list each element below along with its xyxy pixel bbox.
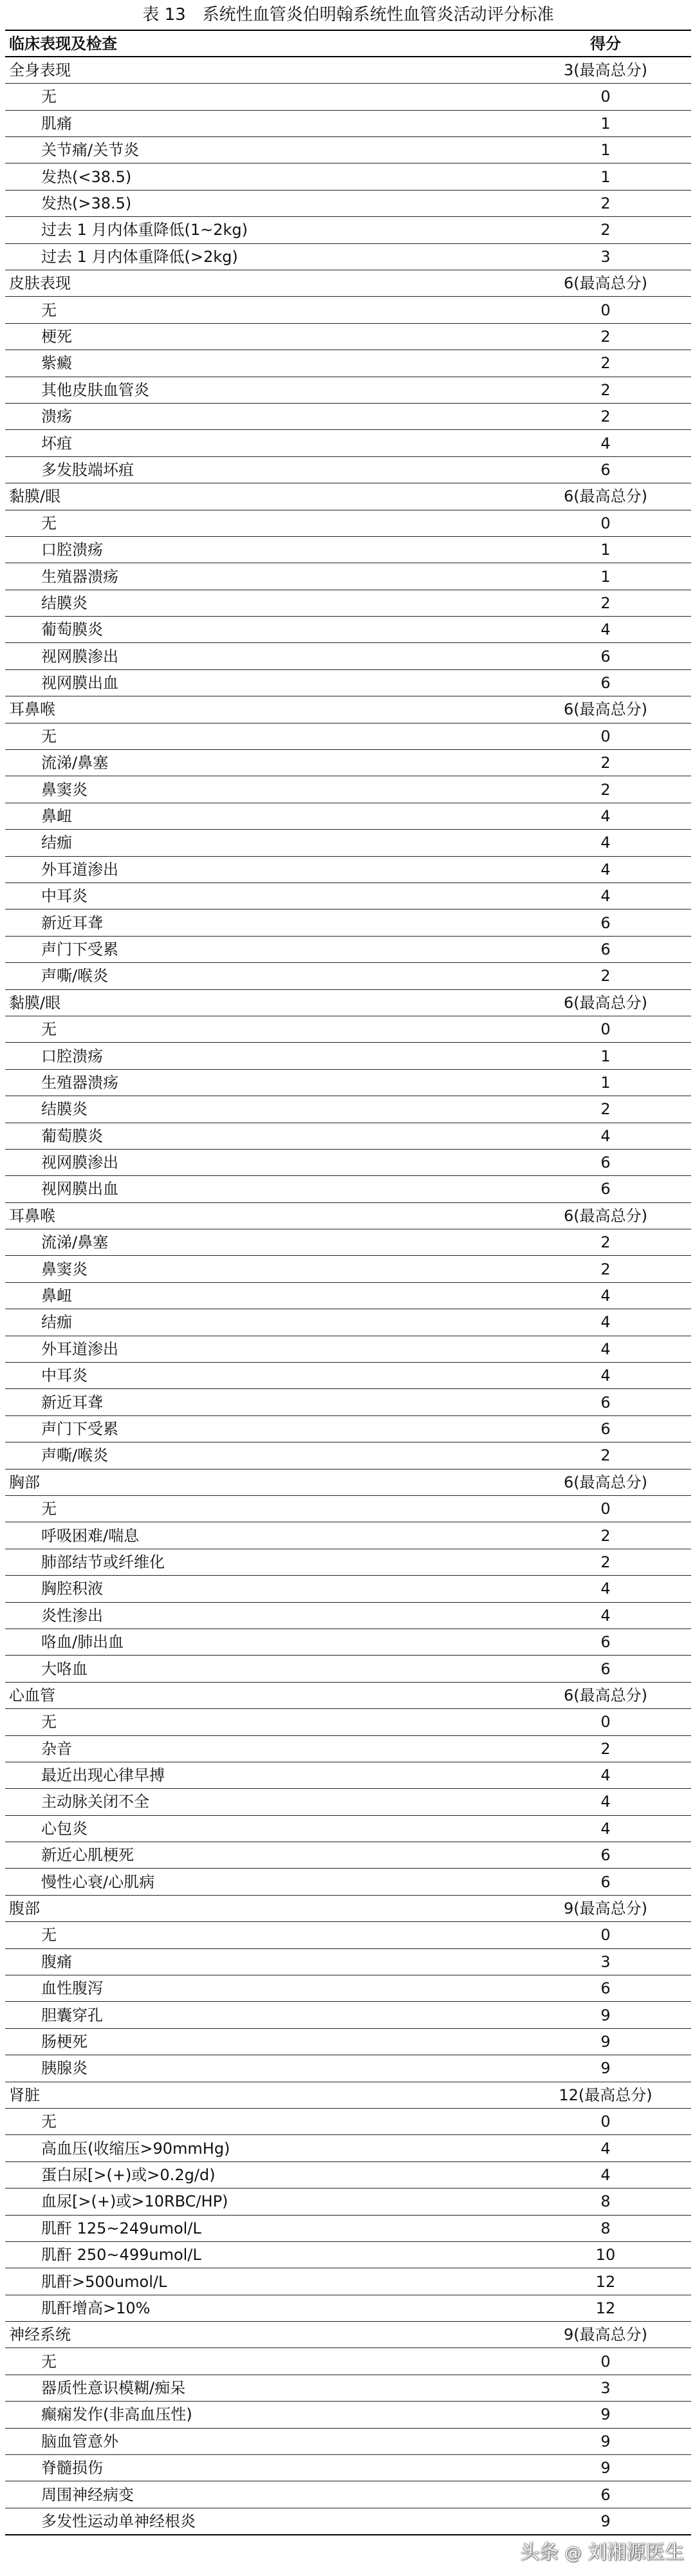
item-score: 2 xyxy=(520,217,691,243)
table-row xyxy=(5,403,691,429)
item-label: 生殖器溃疡 xyxy=(5,1069,520,1096)
item-label: 肌酐>500umol/L xyxy=(5,2268,520,2295)
table-row xyxy=(5,1815,691,1842)
item-score: 4 xyxy=(520,1762,691,1788)
item-score: 6 xyxy=(520,1176,691,1202)
table-row xyxy=(5,297,691,323)
item-score: 0 xyxy=(520,84,691,110)
table-row xyxy=(5,1948,691,1975)
category-label: 皮肤表现 xyxy=(5,270,520,297)
item-score: 6 xyxy=(520,643,691,669)
item-score: 6 xyxy=(520,1149,691,1175)
table-row xyxy=(5,669,691,696)
table-row xyxy=(5,1789,691,1815)
item-score: 6 xyxy=(520,1842,691,1869)
table-row xyxy=(5,1415,691,1442)
table-row xyxy=(5,590,691,616)
category-row xyxy=(5,1202,691,1229)
item-score: 6 xyxy=(520,910,691,936)
item-label: 无 xyxy=(5,84,520,110)
item-score: 4 xyxy=(520,803,691,829)
item-label: 炎性渗出 xyxy=(5,1602,520,1629)
item-label: 咯血/肺出血 xyxy=(5,1629,520,1655)
category-row xyxy=(5,2322,691,2348)
bvas-score-table xyxy=(5,30,691,2535)
item-label: 无 xyxy=(5,1922,520,1948)
table-row xyxy=(5,803,691,829)
item-score: 6 xyxy=(520,1415,691,1442)
item-score: 9 xyxy=(520,2002,691,2028)
item-score: 2 xyxy=(520,190,691,216)
item-label: 无 xyxy=(5,2108,520,2134)
table-row xyxy=(5,536,691,563)
item-score: 9 xyxy=(520,2402,691,2428)
category-label: 肾脏 xyxy=(5,2082,520,2108)
item-score: 9 xyxy=(520,2455,691,2481)
item-score: 1 xyxy=(520,536,691,563)
table-row xyxy=(5,217,691,243)
item-score: 6 xyxy=(520,669,691,696)
item-label: 结痂 xyxy=(5,1309,520,1336)
table-row xyxy=(5,2455,691,2481)
item-label: 外耳道渗出 xyxy=(5,1336,520,1362)
item-label: 肌痛 xyxy=(5,110,520,136)
category-row xyxy=(5,1682,691,1708)
item-score: 4 xyxy=(520,1576,691,1602)
item-score: 6 xyxy=(520,936,691,962)
table-row xyxy=(5,856,691,882)
item-label: 结膜炎 xyxy=(5,590,520,616)
item-label: 其他皮肤血管炎 xyxy=(5,377,520,403)
item-label: 腹痛 xyxy=(5,1948,520,1975)
item-label: 葡萄膜炎 xyxy=(5,1123,520,1149)
item-label: 鼻窦炎 xyxy=(5,1256,520,1282)
table-row xyxy=(5,2402,691,2428)
item-score: 12 xyxy=(520,2295,691,2321)
item-label: 周围神经病变 xyxy=(5,2481,520,2508)
item-label: 血性腹泻 xyxy=(5,1975,520,2002)
item-label: 胆囊穿孔 xyxy=(5,2002,520,2028)
table-row xyxy=(5,723,691,749)
item-label: 无 xyxy=(5,510,520,536)
item-score: 6 xyxy=(520,456,691,483)
category-max-score: 6(最高总分) xyxy=(520,270,691,297)
watermark-prefix: 头条 xyxy=(520,2541,559,2564)
category-max-score: 9(最高总分) xyxy=(520,2322,691,2348)
table-row xyxy=(5,350,691,377)
item-score: 4 xyxy=(520,617,691,643)
item-score: 0 xyxy=(520,1709,691,1735)
table-row xyxy=(5,2348,691,2375)
category-max-score: 6(最高总分) xyxy=(520,989,691,1016)
table-row xyxy=(5,323,691,350)
item-score: 4 xyxy=(520,1363,691,1389)
item-label: 慢性心衰/心肌病 xyxy=(5,1869,520,1895)
item-score: 2 xyxy=(520,750,691,776)
item-score: 4 xyxy=(520,1282,691,1309)
table-row xyxy=(5,1442,691,1469)
table-row xyxy=(5,1069,691,1096)
item-label: 无 xyxy=(5,1016,520,1042)
item-score: 8 xyxy=(520,2215,691,2241)
item-score: 0 xyxy=(520,297,691,323)
header-clinical-findings: 临床表现及检查 xyxy=(5,30,520,57)
item-score: 2 xyxy=(520,776,691,803)
table-row xyxy=(5,2508,691,2534)
table-row xyxy=(5,430,691,456)
category-row xyxy=(5,270,691,297)
table-row xyxy=(5,243,691,270)
item-score: 9 xyxy=(520,2428,691,2454)
item-label: 过去 1 月内体重降低(1~2kg) xyxy=(5,217,520,243)
category-max-score: 9(最高总分) xyxy=(520,1895,691,1921)
item-label: 杂音 xyxy=(5,1735,520,1762)
item-score: 6 xyxy=(520,1975,691,2002)
table-row xyxy=(5,776,691,803)
table-row xyxy=(5,1256,691,1282)
item-score: 0 xyxy=(520,1016,691,1042)
item-score: 0 xyxy=(520,2108,691,2134)
item-label: 肺部结节或纤维化 xyxy=(5,1549,520,1575)
item-label: 视网膜出血 xyxy=(5,669,520,696)
category-label: 腹部 xyxy=(5,1895,520,1921)
item-score: 2 xyxy=(520,403,691,429)
category-max-score: 3(最高总分) xyxy=(520,57,691,83)
item-label: 血尿[>(+)或>10RBC/HP) xyxy=(5,2189,520,2215)
category-max-score: 6(最高总分) xyxy=(520,1469,691,1495)
category-max-score: 6(最高总分) xyxy=(520,1202,691,1229)
item-label: 无 xyxy=(5,723,520,749)
item-label: 主动脉关闭不全 xyxy=(5,1789,520,1815)
table-row xyxy=(5,2295,691,2321)
table-row xyxy=(5,2375,691,2401)
item-score: 2 xyxy=(520,1256,691,1282)
table-row xyxy=(5,137,691,163)
table-row xyxy=(5,1975,691,2002)
item-label: 口腔溃疡 xyxy=(5,1043,520,1069)
item-label: 发热(>38.5) xyxy=(5,190,520,216)
table-caption: 表 13 系统性血管炎伯明翰系统性血管炎活动评分标准 xyxy=(142,5,554,24)
item-score: 6 xyxy=(520,1629,691,1655)
item-label: 中耳炎 xyxy=(5,1363,520,1389)
category-max-score: 6(最高总分) xyxy=(520,1682,691,1708)
table-row xyxy=(5,1735,691,1762)
item-label: 坏疽 xyxy=(5,430,520,456)
item-score: 3 xyxy=(520,243,691,270)
item-label: 视网膜出血 xyxy=(5,1176,520,1202)
item-score: 1 xyxy=(520,563,691,590)
item-score: 0 xyxy=(520,723,691,749)
item-label: 肠梗死 xyxy=(5,2028,520,2055)
item-score: 1 xyxy=(520,1069,691,1096)
table-row xyxy=(5,2028,691,2055)
table-row xyxy=(5,1309,691,1336)
item-score: 2 xyxy=(520,1442,691,1469)
item-score: 1 xyxy=(520,110,691,136)
item-score: 6 xyxy=(520,1869,691,1895)
table-row xyxy=(5,1495,691,1522)
item-score: 2 xyxy=(520,963,691,989)
item-label: 胸腔积液 xyxy=(5,1576,520,1602)
item-score: 4 xyxy=(520,1789,691,1815)
category-max-score: 6(最高总分) xyxy=(520,696,691,723)
item-label: 高血压(收缩压>90mmHg) xyxy=(5,2135,520,2161)
item-label: 溃疡 xyxy=(5,403,520,429)
item-label: 鼻窦炎 xyxy=(5,776,520,803)
category-max-score: 12(最高总分) xyxy=(520,2082,691,2108)
table-row xyxy=(5,1123,691,1149)
table-row xyxy=(5,2428,691,2454)
table-row xyxy=(5,617,691,643)
table-row xyxy=(5,84,691,110)
table-row xyxy=(5,1389,691,1415)
header-score: 得分 xyxy=(520,30,691,57)
item-label: 中耳炎 xyxy=(5,883,520,910)
item-score: 2 xyxy=(520,350,691,377)
table-row xyxy=(5,2481,691,2508)
item-score: 3 xyxy=(520,1948,691,1975)
table-body xyxy=(5,57,691,2534)
watermark-at: @ xyxy=(564,2544,582,2563)
item-label: 声嘶/喉炎 xyxy=(5,1442,520,1469)
item-score: 0 xyxy=(520,1495,691,1522)
table-row xyxy=(5,1282,691,1309)
table-row xyxy=(5,510,691,536)
table-row xyxy=(5,1149,691,1175)
table-row xyxy=(5,1922,691,1948)
table-row xyxy=(5,830,691,856)
category-max-score: 6(最高总分) xyxy=(520,483,691,510)
item-label: 葡萄膜炎 xyxy=(5,617,520,643)
item-label: 紫癜 xyxy=(5,350,520,377)
table-row xyxy=(5,883,691,910)
item-score: 0 xyxy=(520,510,691,536)
item-score: 1 xyxy=(520,163,691,190)
item-score: 4 xyxy=(520,2161,691,2188)
category-label: 全身表现 xyxy=(5,57,520,83)
item-score: 3 xyxy=(520,2375,691,2401)
item-label: 视网膜渗出 xyxy=(5,1149,520,1175)
item-score: 1 xyxy=(520,137,691,163)
item-score: 2 xyxy=(520,323,691,350)
category-row xyxy=(5,1895,691,1921)
item-score: 2 xyxy=(520,1735,691,1762)
item-score: 2 xyxy=(520,1096,691,1123)
item-score: 4 xyxy=(520,2135,691,2161)
table-row xyxy=(5,1629,691,1655)
item-score: 4 xyxy=(520,430,691,456)
item-score: 4 xyxy=(520,1602,691,1629)
item-label: 器质性意识模糊/痴呆 xyxy=(5,2375,520,2401)
item-score: 2 xyxy=(520,377,691,403)
item-score: 2 xyxy=(520,1229,691,1256)
item-label: 口腔溃疡 xyxy=(5,536,520,563)
item-label: 脑血管意外 xyxy=(5,2428,520,2454)
item-label: 声嘶/喉炎 xyxy=(5,963,520,989)
item-score: 4 xyxy=(520,883,691,910)
table-row xyxy=(5,1709,691,1735)
item-label: 心包炎 xyxy=(5,1815,520,1842)
item-score: 1 xyxy=(520,1043,691,1069)
item-label: 流涕/鼻塞 xyxy=(5,1229,520,1256)
category-row xyxy=(5,989,691,1016)
item-label: 鼻衄 xyxy=(5,803,520,829)
item-label: 肌酐 125~249umol/L xyxy=(5,2215,520,2241)
item-score: 6 xyxy=(520,1656,691,1682)
table-row xyxy=(5,1176,691,1202)
category-label: 胸部 xyxy=(5,1469,520,1495)
watermark-name: 刘湘源医生 xyxy=(588,2541,685,2564)
item-label: 无 xyxy=(5,1709,520,1735)
item-label: 声门下受累 xyxy=(5,1415,520,1442)
table-row xyxy=(5,1522,691,1549)
table-row xyxy=(5,2189,691,2215)
table-row xyxy=(5,2241,691,2268)
item-label: 流涕/鼻塞 xyxy=(5,750,520,776)
item-label: 胰腺炎 xyxy=(5,2055,520,2082)
item-label: 多发性运动单神经根炎 xyxy=(5,2508,520,2534)
item-score: 6 xyxy=(520,1389,691,1415)
item-label: 肌酐增高>10% xyxy=(5,2295,520,2321)
item-score: 4 xyxy=(520,1815,691,1842)
table-row xyxy=(5,2108,691,2134)
table-row xyxy=(5,1229,691,1256)
watermark xyxy=(520,2539,687,2567)
table-row xyxy=(5,963,691,989)
table-row xyxy=(5,2002,691,2028)
table-row xyxy=(5,1043,691,1069)
item-score: 0 xyxy=(520,2348,691,2375)
item-score: 4 xyxy=(520,1123,691,1149)
item-label: 新近耳聋 xyxy=(5,1389,520,1415)
table-row xyxy=(5,1363,691,1389)
table-row xyxy=(5,163,691,190)
item-label: 关节痛/关节炎 xyxy=(5,137,520,163)
table-row xyxy=(5,563,691,590)
table-header-row xyxy=(5,30,691,57)
table-row xyxy=(5,1602,691,1629)
item-score: 6 xyxy=(520,2481,691,2508)
item-label: 声门下受累 xyxy=(5,936,520,962)
table-row xyxy=(5,110,691,136)
table-row xyxy=(5,2055,691,2082)
table-row xyxy=(5,2161,691,2188)
category-row xyxy=(5,483,691,510)
table-row xyxy=(5,1762,691,1788)
table-row xyxy=(5,1656,691,1682)
category-label: 黏膜/眼 xyxy=(5,989,520,1016)
item-score: 4 xyxy=(520,830,691,856)
item-label: 大咯血 xyxy=(5,1656,520,1682)
item-score: 4 xyxy=(520,1336,691,1362)
item-score: 2 xyxy=(520,1522,691,1549)
table-row xyxy=(5,2135,691,2161)
item-label: 蛋白尿[>(+)或>0.2g/d) xyxy=(5,2161,520,2188)
item-label: 脊髓损伤 xyxy=(5,2455,520,2481)
table-row xyxy=(5,456,691,483)
item-label: 视网膜渗出 xyxy=(5,643,520,669)
document-page xyxy=(5,0,691,2535)
item-label: 结膜炎 xyxy=(5,1096,520,1123)
item-score: 9 xyxy=(520,2028,691,2055)
item-label: 癫痫发作(非高血压性) xyxy=(5,2402,520,2428)
table-row xyxy=(5,190,691,216)
table-row xyxy=(5,1096,691,1123)
table-row xyxy=(5,2268,691,2295)
table-row xyxy=(5,936,691,962)
item-score: 2 xyxy=(520,1549,691,1575)
category-label: 耳鼻喉 xyxy=(5,1202,520,1229)
table-row xyxy=(5,1549,691,1575)
item-label: 呼吸困难/喘息 xyxy=(5,1522,520,1549)
category-label: 心血管 xyxy=(5,1682,520,1708)
item-label: 过去 1 月内体重降低(>2kg) xyxy=(5,243,520,270)
table-row xyxy=(5,1576,691,1602)
table-row xyxy=(5,1336,691,1362)
category-label: 黏膜/眼 xyxy=(5,483,520,510)
category-row xyxy=(5,57,691,83)
item-label: 无 xyxy=(5,2348,520,2375)
item-label: 最近出现心律早搏 xyxy=(5,1762,520,1788)
item-label: 发热(<38.5) xyxy=(5,163,520,190)
table-row xyxy=(5,1016,691,1042)
item-score: 12 xyxy=(520,2268,691,2295)
table-row xyxy=(5,377,691,403)
item-score: 4 xyxy=(520,856,691,882)
item-label: 肌酐 250~499umol/L xyxy=(5,2241,520,2268)
item-score: 9 xyxy=(520,2508,691,2534)
item-label: 生殖器溃疡 xyxy=(5,563,520,590)
item-score: 8 xyxy=(520,2189,691,2215)
item-label: 多发肢端坏疽 xyxy=(5,456,520,483)
item-label: 结痂 xyxy=(5,830,520,856)
item-score: 10 xyxy=(520,2241,691,2268)
item-label: 新近心肌梗死 xyxy=(5,1842,520,1869)
table-row xyxy=(5,643,691,669)
table-row xyxy=(5,2215,691,2241)
item-score: 2 xyxy=(520,590,691,616)
category-row xyxy=(5,696,691,723)
table-row xyxy=(5,750,691,776)
table-row xyxy=(5,1869,691,1895)
item-score: 9 xyxy=(520,2055,691,2082)
item-label: 梗死 xyxy=(5,323,520,350)
category-row xyxy=(5,1469,691,1495)
item-label: 新近耳聋 xyxy=(5,910,520,936)
item-label: 无 xyxy=(5,1495,520,1522)
table-row xyxy=(5,910,691,936)
item-score: 4 xyxy=(520,1309,691,1336)
category-label: 耳鼻喉 xyxy=(5,696,520,723)
category-label: 神经系统 xyxy=(5,2322,520,2348)
item-label: 无 xyxy=(5,297,520,323)
item-label: 外耳道渗出 xyxy=(5,856,520,882)
item-score: 0 xyxy=(520,1922,691,1948)
item-label: 鼻衄 xyxy=(5,1282,520,1309)
category-row xyxy=(5,2082,691,2108)
table-row xyxy=(5,1842,691,1869)
